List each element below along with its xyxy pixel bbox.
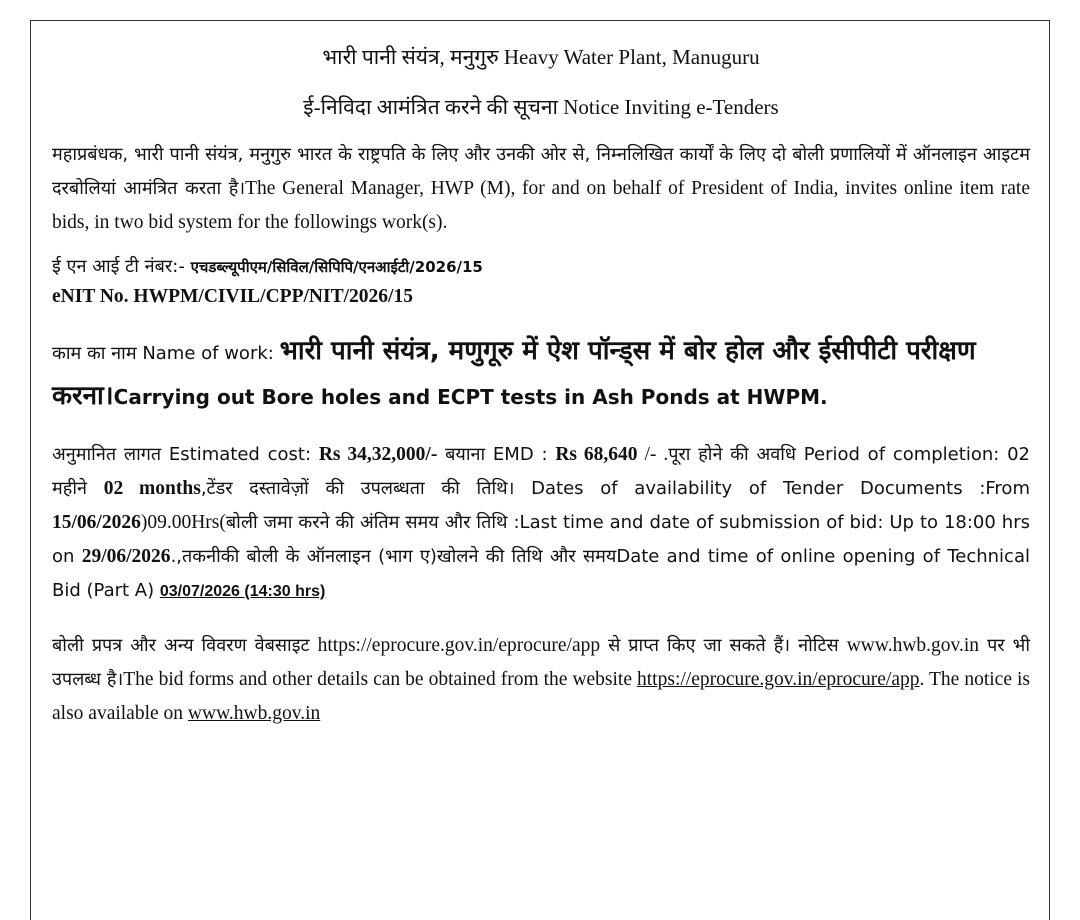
enit-hindi-value: एचडब्ल्यूपीएम/सिविल/सिपिपि/एनआईटी/2026/15 [190, 258, 483, 276]
intro-hindi: महाप्रबंधक, भारी पानी संयंत्र, मनुगुरु भारत के राष्ट्रपति के लिए और उनकी ओर से, निम्नलिखित कार्यों के लिए दो बोली प्रणालियों में ऑनलाइन आइटम दरबोलियां आमंत्रित करता है। [52, 144, 1030, 199]
period-label: पूरा होने की अवधि Period of completion: 02 महीने [52, 444, 1030, 499]
notice-content [52, 20, 1030, 750]
name-of-work [52, 330, 1030, 420]
enit-hindi-label: ई एन आई टी नंबर:- [52, 256, 191, 277]
avail-english-a: The bid forms and other details can be obtained from the website [123, 668, 638, 690]
notice-header-plant: भारी पानी संयंत्र, मनुगुरु Heavy Water Plant, Manuguru [322, 45, 760, 69]
site-hwb-inline[interactable]: www.hwb.gov.in [846, 634, 980, 656]
availability-time: )09.00Hrs( [140, 512, 226, 533]
enit-english-line: eNIT No. HWPM/CIVIL/CPP/NIT/2026/15 [52, 286, 413, 307]
last-date-label: बोली जमा करने की अंतिम समय और तिथि :Last time and date of submission of bid: Up to 18:00 hrs on [52, 512, 1030, 567]
site-hwb-link[interactable]: www.hwb.gov.in [187, 702, 321, 724]
work-separator: । [103, 381, 114, 411]
avail-hindi-b: से प्राप्त किए जा सकते हैं। नोटिस [600, 634, 847, 656]
est-cost-value: Rs 34,32,000/- [318, 444, 438, 465]
intro-english: The General Manager, HWP (M), for and on behalf of President of India, invites online item rate bids, in two bid system for the followings work(s). [52, 178, 1030, 233]
enit-block [52, 252, 1030, 312]
url-eprocure-link[interactable]: https://eprocure.gov.in/eprocure/app [637, 668, 920, 690]
avail-hindi-c: पर भी उपलब्ध है। [52, 634, 1030, 690]
emd-suffix: /- . [637, 444, 669, 465]
work-label-text: काम का नाम Name of work: [52, 343, 280, 364]
availability-paragraph [52, 629, 1030, 731]
url-eprocure-inline[interactable]: https://eprocure.gov.in/eprocure/app [317, 634, 601, 656]
emd-value: Rs 68,640 [555, 444, 638, 465]
emd-label: बयाना EMD : [437, 444, 556, 465]
intro-paragraph [52, 138, 1030, 240]
availability-date: 15/06/2026 [52, 512, 141, 533]
last-date-value: 29/06/2026 [81, 546, 171, 567]
enit-hindi-line [52, 252, 1030, 282]
availability-dates-label: ,टेंडर दस्तावेज़ों की उपलब्धता की तिथि। Dates of availability of Tender Documents :From [200, 478, 1030, 499]
work-label [52, 343, 280, 364]
avail-english-b: . The notice is also available on [52, 668, 1030, 724]
work-english: Carrying out Bore holes and ECPT tests in Ash Ponds at HWPM. [113, 385, 828, 409]
period-value: 02 months [103, 478, 201, 499]
cost-paragraph [52, 438, 1030, 609]
opening-value: 03/07/2026 (14:30 hrs) [159, 583, 326, 600]
est-cost-label: अनुमानित लागत Estimated cost: [52, 444, 319, 465]
opening-label: .,तकनीकी बोली के ऑनलाइन (भाग ए)खोलने की तिथि और समयDate and time of online opening of Technical Bid (Part A) [52, 546, 1030, 601]
work-hindi: भारी पानी संयंत्र, मणुगूरु में ऐश पॉन्ड्स में बोर होल और ईसीपीटी परीक्षण करना [52, 336, 976, 411]
avail-hindi-a: बोली प्रपत्र और अन्य विवरण वेबसाइट [52, 634, 318, 656]
notice-header-title: ई-निविदा आमंत्रित करने की सूचना Notice Inviting e-Tenders [303, 95, 779, 119]
